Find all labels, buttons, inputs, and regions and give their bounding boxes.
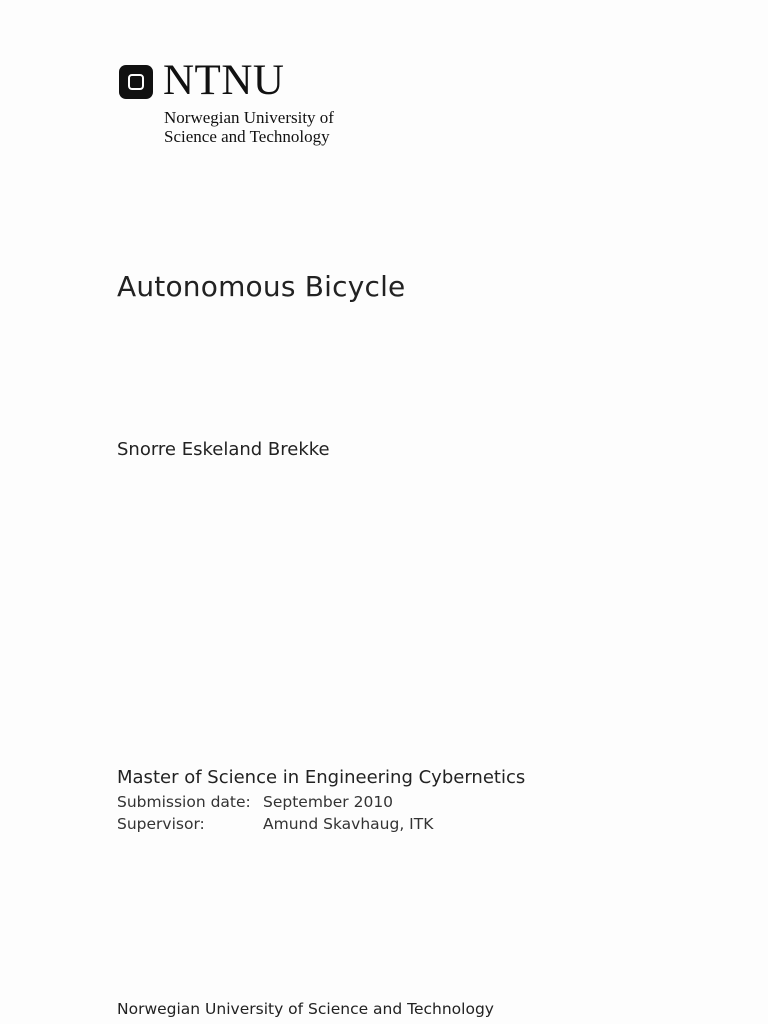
- supervisor-label: Supervisor:: [117, 815, 205, 833]
- submission-details: [117, 791, 433, 835]
- logo-subtitle-line-1: Norwegian University of: [164, 108, 334, 127]
- document-title: Autonomous Bicycle: [117, 270, 406, 303]
- supervisor-value: Amund Skavhaug, ITK: [263, 815, 434, 833]
- submission-date-row: [117, 791, 433, 813]
- submission-date-label: Submission date:: [117, 793, 251, 811]
- author-name: Snorre Eskeland Brekke: [117, 439, 330, 460]
- university-logo: [119, 57, 379, 152]
- logo-name: NTNU: [163, 57, 285, 104]
- supervisor-row: [117, 813, 433, 835]
- institution-footer: Norwegian University of Science and Technology: [117, 1000, 494, 1018]
- ntnu-logo-mark-icon: [119, 65, 153, 99]
- degree-program: Master of Science in Engineering Cybernetics: [117, 767, 526, 788]
- submission-date-value: September 2010: [263, 793, 394, 811]
- logo-subtitle-line-2: Science and Technology: [164, 127, 330, 146]
